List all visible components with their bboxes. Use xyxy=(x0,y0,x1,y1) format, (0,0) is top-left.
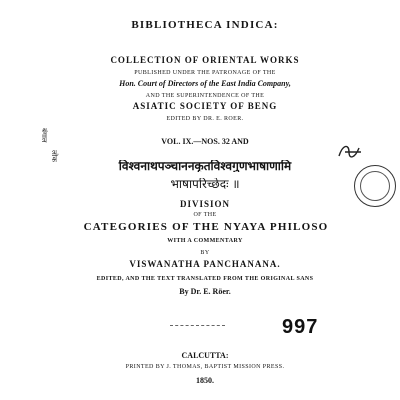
margin-note-1: बंगाल xyxy=(40,128,48,143)
year-line: 1850. xyxy=(196,377,214,385)
commentary-line: WITH A COMMENTARY xyxy=(167,238,243,244)
translator-line: By Dr. E. Röer. xyxy=(179,288,231,296)
court-of-directors-line: Hon. Court of Directors of the East India Company, xyxy=(119,80,291,88)
shelf-number: 997 xyxy=(282,316,319,338)
volume-line: VOL. IX.—NOS. 32 AND xyxy=(161,138,249,146)
categories-line: CATEGORIES OF THE NYAYA PHILOSO xyxy=(83,222,329,233)
of-the-line: OF THE xyxy=(193,212,217,218)
by-line: BY xyxy=(200,250,210,256)
published-under-line: PUBLISHED UNDER THE PATRONAGE OF THE xyxy=(134,70,276,76)
division-heading: DIVISION xyxy=(179,200,230,209)
city-line: CALCUTTA: xyxy=(181,352,229,360)
handwritten-mark xyxy=(335,140,365,162)
superintendence-line: AND THE SUPERINTENDENCE OF THE xyxy=(145,93,265,99)
library-stamp-inner xyxy=(360,171,390,201)
sanskrit-title-line-2: भाषापरिच्छेदः ॥ xyxy=(170,178,240,190)
library-stamp xyxy=(354,165,396,207)
sanskrit-title-line-1: विश्वनाथपञ्चाननकृतविश्वगुणभाषाणामि xyxy=(118,160,292,172)
author-line: VISWANATHA PANCHANANA. xyxy=(129,260,281,269)
translation-line: EDITED, AND THE TEXT TRANSLATED FROM THE ORIGINAL SANS xyxy=(96,276,314,282)
printer-line: PRINTED BY J. THOMAS, BAPTIST MISSION PRESS. xyxy=(125,364,285,370)
margin-note-2: लोक xyxy=(50,150,58,162)
collection-line: COLLECTION OF ORIENTAL WORKS xyxy=(110,56,300,65)
series-title: BIBLIOTHECA INDICA: xyxy=(131,20,279,31)
society-line: ASIATIC SOCIETY OF BENG xyxy=(132,102,278,111)
editor-line: EDITED BY DR. E. ROER. xyxy=(166,116,244,122)
divider-rule xyxy=(170,325,225,326)
